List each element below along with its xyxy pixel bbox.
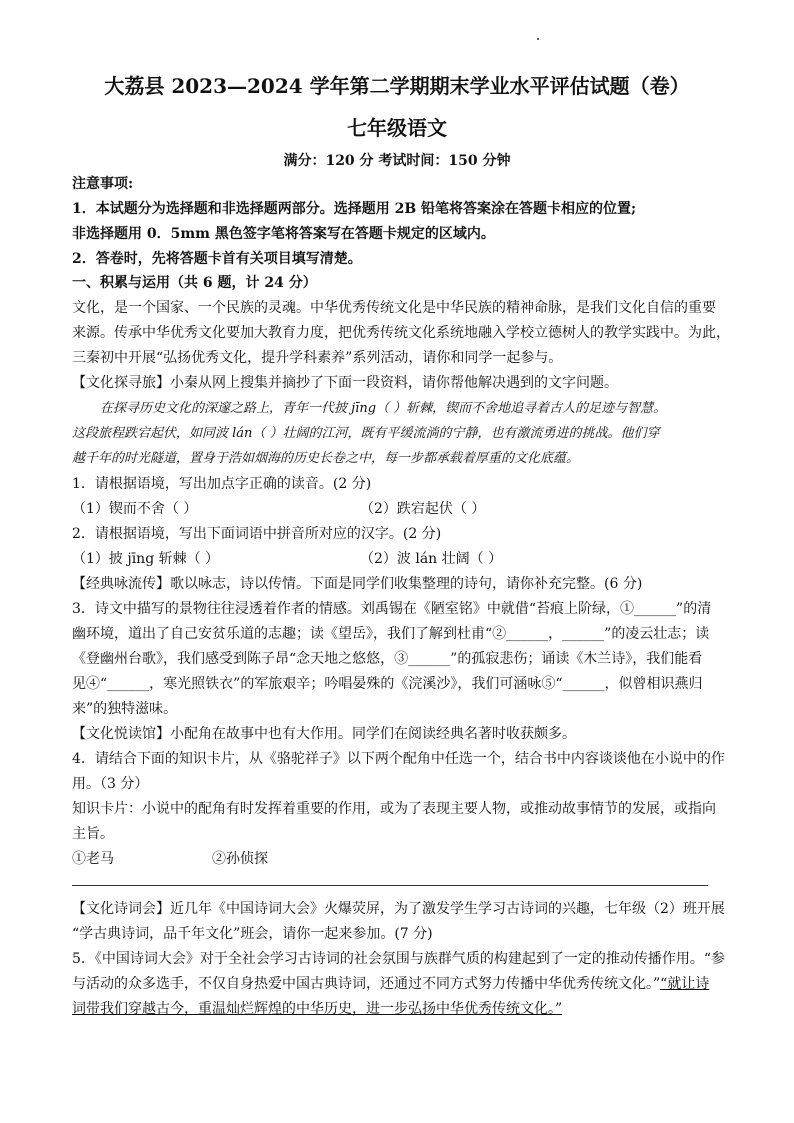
question-5-line [72, 974, 732, 994]
section-heading: 一、积累与运用（共 6 题，计 24 分） [72, 275, 317, 291]
underlined-quote-line: 词带我们穿越古今，重温灿烂辉煌的中华历史，进一步弘扬中华优秀传统文化。” [72, 1001, 563, 1017]
question-1: 1．请根据语境，写出加点字正确的读音。(2 分) [72, 476, 372, 492]
subject-title: 七年级语文 [347, 116, 447, 140]
knowledge-card-line: 知识卡片：小说中的配角有时发挥着重要的作用，或为了表现主要人物，或推动故事情节的发展，或指向 [72, 801, 716, 817]
choice-old-ma: ①老马 [72, 851, 114, 867]
block-intro-poetry-line: 【文化诗词会】近几年《中国诗词大会》火爆荧屏，为了激发学生学习古诗词的兴趣，七年级（2）班开展 [72, 901, 725, 917]
question-5-text: 与活动的众多选手，不仅自身热爱中国古典诗词，还通过不同方式努力传播中华优秀传统文化。” [72, 976, 661, 992]
block-intro-culture-explore: 【文化探寻旅】小秦从网上搜集并摘抄了下面一段资料，请你帮他解决遇到的文字问题。 [72, 375, 618, 391]
block-intro-poetry-line: “学古典诗词，品千年文化”班会，请你一起来参加。(7 分) [72, 926, 433, 942]
question-4-line: 用。（3 分） [72, 776, 149, 792]
notice-heading: 注意事项: [72, 176, 134, 192]
question-3-line: 幽环境，道出了自己安贫乐道的志趣；读《望岳》，我们了解到杜甫“②______，______”的凌云壮志；读 [72, 626, 710, 642]
passage-line: 越千年的时光隧道，置身于浩如烟海的历史长卷之中，每一步都承载着厚重的文化底蕴。 [72, 451, 580, 466]
intro-line: 来源。传承中华优秀文化要加大教育力度，把优秀传统文化系统地融入学校立德树人的教学实践中。为此， [72, 325, 730, 341]
question-1-options [72, 499, 732, 519]
question-2-item-1: （1）披 jīng 斩棘（ ） [72, 551, 220, 567]
answer-line [72, 885, 708, 886]
scan-dot [537, 38, 539, 40]
notice-item-1b: 非选择题用 0．5mm 黑色签字笔将答案写在答题卡规定的区域内。 [72, 226, 495, 242]
intro-line: 三秦初中开展“弘扬优秀文化，提升学科素养”系列活动，请你和同学一起参与。 [72, 350, 563, 366]
question-3-line: 来”的独特滋味。 [72, 701, 178, 717]
block-intro-classics: 【经典咏流传】歌以咏志，诗以传情。下面是同学们收集整理的诗句，请你补充完整。(6 分) [72, 576, 643, 592]
question-3-line: 见④“______，寒光照铁衣”的军旅艰辛；吟唱晏殊的《浣溪沙》，我们可涵咏⑤“______，似曾相识燕归 [72, 676, 703, 692]
exam-title: 大荔县 2023—2024 学年第二学期期末学业水平评估试题（卷） [104, 74, 690, 98]
block-intro-reading: 【文化悦读馆】小配角在故事中也有大作用。同学们在阅读经典名著时收获颇多。 [72, 726, 576, 742]
question-4-line: 4．请结合下面的知识卡片，从《骆驼祥子》以下两个配角中任选一个，结合书中内容谈谈他在小说中的作 [72, 751, 725, 767]
question-1-item-2: （2）跌宕起伏（ ） [360, 501, 486, 517]
underlined-quote: “就让诗 [660, 976, 710, 992]
intro-line: 文化，是一个国家、一个民族的灵魂。中华优秀传统文化是中华民族的精神命脉，是我们文化自信的重要 [72, 300, 716, 316]
question-5-line: 5．《中国诗词大会》对于全社会学习古诗词的社会氛围与族群气质的构建起到了一定的推动传播作用。“参 [72, 951, 726, 967]
choice-detective-sun: ②孙侦探 [212, 851, 268, 867]
passage-line: 这段旅程跌宕起伏，如同波 lán（ ）壮阔的江河，既有平缓流淌的宁静，也有激流勇进的挑战。他们穿 [72, 426, 660, 441]
passage-line: 在探寻历史文化的深邃之路上，青年一代披 jīng（ ）斩棘，锲而不舍地追寻着古人的足迹与智慧。 [100, 401, 667, 416]
question-3-line: 《登幽州台歌》，我们感受到陈子昂“念天地之悠悠，③______”的孤寂悲伤；诵读《木兰诗》，我们能看 [72, 651, 703, 667]
question-2: 2．请根据语境，写出下面词语中拼音所对应的汉字。(2 分) [72, 526, 442, 542]
knowledge-card-line: 主旨。 [72, 826, 114, 842]
question-1-item-1: （1）锲而不舍（ ） [72, 501, 198, 517]
question-4-choices [72, 849, 732, 869]
notice-item-1a: 1．本试题分为选择题和非选择题两部分。选择题用 2B 铅笔将答案涂在答题卡相应的位置; [72, 201, 637, 217]
exam-meta: 满分：120 分 考试时间：150 分钟 [283, 153, 511, 169]
question-3-line: 3．诗文中描写的景物往往浸透着作者的情感。刘禹锡在《陋室铭》中就借“苔痕上阶绿，①______”的清 [72, 601, 712, 617]
question-2-options [72, 549, 732, 569]
question-2-item-2: （2）波 lán 壮阔（ ） [360, 551, 503, 567]
notice-item-2: 2．答卷时，先将答题卡首有关项目填写清楚。 [72, 251, 362, 267]
